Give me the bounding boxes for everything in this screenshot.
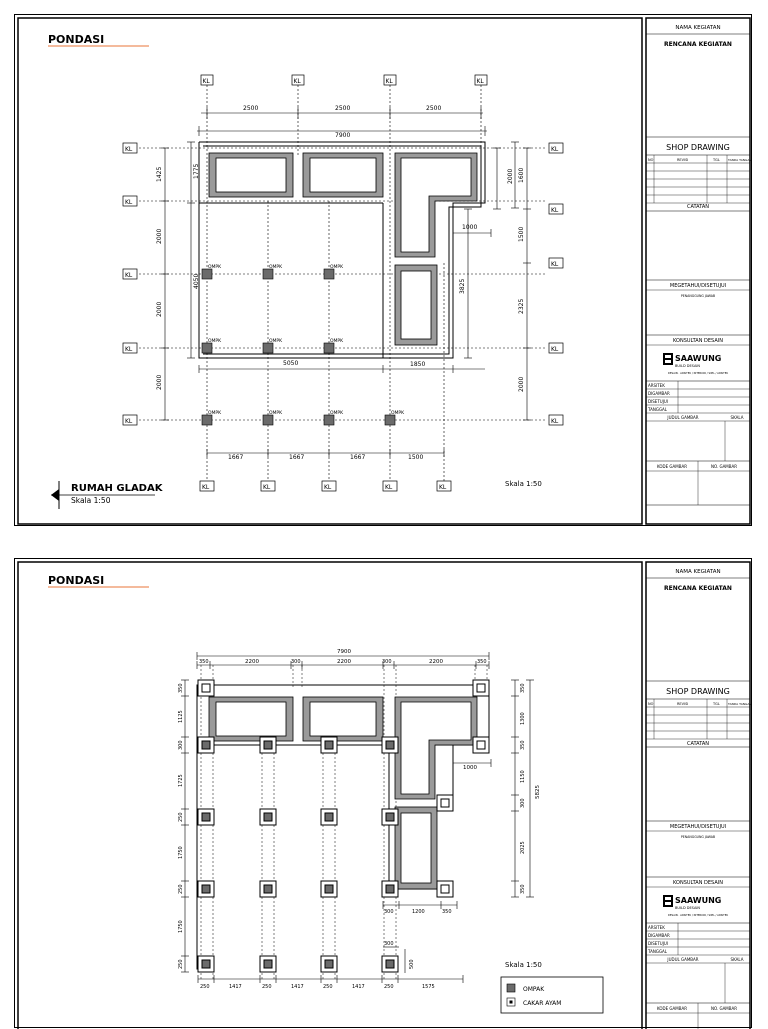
- tb-mengetahui: MEGETAHUI/DISETUJUI: [669, 824, 727, 830]
- grid-tag-label: KL: [125, 272, 133, 279]
- dim-right: 2025: [520, 841, 526, 854]
- tb-shop-drawing: SHOP DRAWING: [666, 143, 730, 152]
- grid-lines: [139, 85, 547, 483]
- dim-top: 350: [477, 659, 487, 665]
- dim-top-3: 2500: [426, 105, 442, 112]
- grid-tag-label: KL: [476, 78, 484, 85]
- scale-note: Skala 1:50: [505, 480, 542, 488]
- ompak-label: OMPK: [330, 265, 344, 270]
- dim-left: 1750: [178, 920, 184, 933]
- logo-tagline: DESAIN · ARSITEK / INTERIOR / SIPIL / ARSITEK: [667, 372, 729, 375]
- dim-bottom: 250: [262, 984, 272, 990]
- grid-tag-label: KL: [125, 418, 133, 425]
- dim-bottom: 1417: [229, 984, 242, 990]
- dim-bottom: 250: [200, 984, 210, 990]
- ompak-footing: [198, 881, 214, 897]
- dim-1000: 1000: [463, 765, 477, 771]
- dim-mid: 350: [442, 909, 452, 915]
- dim-left: 250: [178, 884, 184, 894]
- dim-left-1: 1425: [156, 166, 163, 182]
- grid-tag-label: KL: [125, 146, 133, 153]
- dim-top: 300: [291, 659, 301, 665]
- logo-mark: [663, 353, 673, 365]
- drawing-title: RUMAH GLADAK: [71, 483, 163, 494]
- ompak-footing: [321, 737, 337, 753]
- foundation-plan-1: [15, 15, 753, 527]
- tb-catatan: CATATAN: [686, 741, 710, 747]
- dim-bottom: 250: [323, 984, 333, 990]
- tb-digambar: DIGAMBAR: [648, 391, 670, 396]
- dim-right: 350: [520, 740, 526, 750]
- ompak-label: OMPK: [208, 265, 222, 270]
- dim-left: 1725: [178, 774, 184, 787]
- logo-sub: BUILD DESAIN: [675, 906, 700, 910]
- grid-tag-label: KL: [202, 78, 210, 85]
- grid-tag-label: KL: [551, 261, 559, 268]
- dim-right: 1150: [520, 770, 526, 783]
- tb-col-revisi: REVISI: [677, 702, 689, 706]
- grid-tag-label: KL: [385, 78, 393, 85]
- ompak-label: OMPK: [330, 411, 344, 416]
- grid-tag-label: KL: [439, 484, 447, 491]
- dim-left-4: 2000: [156, 374, 163, 390]
- ompak-label: OMPK: [330, 339, 344, 344]
- tb-mengetahui: MEGETAHUI/DISETUJUI: [669, 283, 727, 289]
- dim-left: 250: [178, 959, 184, 969]
- dim-left: 1750: [178, 846, 184, 859]
- tb-disetujui: DISETUJUI: [648, 399, 668, 404]
- drawing-scale: Skala 1:50: [71, 496, 111, 505]
- ompak-label: OMPK: [208, 339, 222, 344]
- title-block: [646, 18, 750, 524]
- dim-left: 350: [178, 683, 184, 693]
- ompak-label: OMPK: [269, 339, 283, 344]
- dim-3825: 3825: [459, 278, 466, 294]
- legend-label: CAKAR AYAM: [523, 1000, 562, 1007]
- logo-tagline: DESAIN · ARSITEK / INTERIOR / SIPIL / ARSITEK: [667, 914, 729, 917]
- logo: [663, 353, 673, 365]
- tb-disetujui: DISETUJUI: [648, 941, 668, 946]
- tb-rencana-kegiatan: RENCANA KEGIATAN: [664, 585, 732, 592]
- dim-1775: 1775: [193, 163, 200, 179]
- tb-col-no: NO: [648, 702, 654, 706]
- dim-right: 350: [520, 683, 526, 693]
- dim-overall: 7900: [337, 649, 351, 655]
- grid-tag-label: KL: [125, 199, 133, 206]
- cakar-ayam-footing: [437, 881, 453, 897]
- cakar-ayam-footing: [473, 680, 489, 696]
- grid-tag-label: KL: [551, 207, 559, 214]
- dim-top-2: 2500: [335, 105, 351, 112]
- tb-nama-kegiatan: NAMA KEGIATAN: [675, 569, 721, 575]
- tb-arsitek: ARSITEK: [648, 925, 665, 930]
- legend-box: [501, 977, 603, 1013]
- dim-left: 250: [178, 812, 184, 822]
- logo-mark: [663, 895, 673, 907]
- tb-skala: SKALA: [730, 957, 744, 962]
- cakar-ayam-footing: [437, 795, 453, 811]
- tb-col-tgl: TGL: [713, 158, 720, 162]
- dim-right: 300: [520, 798, 526, 808]
- tb-digambar: DIGAMBAR: [648, 933, 670, 938]
- tb-col-revisi: REVISI: [677, 158, 689, 162]
- dim-300: 300: [384, 941, 394, 947]
- tb-kode-gambar: KODE GAMBAR: [657, 464, 687, 469]
- tb-penanggung: PENANGGUNG JAWAB: [680, 835, 716, 839]
- legend-swatch-ompak: [507, 984, 515, 992]
- grid-tag-label: KL: [263, 484, 271, 491]
- grid-tag-label: KL: [551, 346, 559, 353]
- ompak-markers: [202, 269, 395, 425]
- dim-bottom-2: 1667: [289, 454, 305, 461]
- tb-shop-drawing: SHOP DRAWING: [666, 687, 730, 696]
- dim-bottom-4: 1500: [408, 454, 424, 461]
- drawing-sheet-1: [14, 14, 752, 526]
- dim-top: 2200: [245, 659, 259, 665]
- ompak-footing: [260, 881, 276, 897]
- dim-right: 1300: [520, 712, 526, 725]
- grid-tag-label: KL: [324, 484, 332, 491]
- tb-no-gambar: NO. GAMBAR: [710, 1006, 738, 1011]
- ompak-footing: [198, 809, 214, 825]
- tb-col-ttd: TANDA TANGAN: [728, 702, 752, 706]
- ompak-footing: [321, 809, 337, 825]
- tb-col-tgl: TGL: [713, 702, 720, 706]
- grid-tag-label: KL: [551, 418, 559, 425]
- dimension-lines-bottom: [198, 975, 463, 983]
- dim-top: 300: [382, 659, 392, 665]
- dim-mid: 300: [384, 909, 394, 915]
- dim-top: 2200: [337, 659, 351, 665]
- grid-tag-label: KL: [125, 346, 133, 353]
- ompak-footing: [382, 809, 398, 825]
- ompak-footing: [260, 809, 276, 825]
- drawing-sheet-2: [14, 558, 752, 1028]
- ompak-label: OMPK: [269, 265, 283, 270]
- tb-tanggal: TANGGAL: [648, 407, 668, 412]
- logo-sub: BUILD DESAIN: [675, 364, 700, 368]
- dim-bottom: 250: [384, 984, 394, 990]
- grid-tag-label: KL: [385, 484, 393, 491]
- ompak-footing: [260, 737, 276, 753]
- dim-1850: 1850: [410, 361, 426, 368]
- dim-bottom: 1417: [291, 984, 304, 990]
- cakar-ayam-footing: [473, 737, 489, 753]
- dim-mid: 1200: [412, 909, 425, 915]
- ompak-footing: [382, 737, 398, 753]
- dim-left-2: 2000: [156, 228, 163, 244]
- dim-right: 350: [520, 884, 526, 894]
- dim-bottom-1: 1667: [228, 454, 244, 461]
- tb-konsultan: KONSULTAN DESAIN: [673, 880, 723, 886]
- ompak-footing: [321, 881, 337, 897]
- dim-right-2000: 2000: [507, 168, 514, 184]
- ompak-footing: [198, 956, 214, 972]
- room-blocks: [209, 697, 477, 889]
- tb-kode-gambar: KODE GAMBAR: [657, 1006, 687, 1011]
- dim-5825: 5825: [535, 785, 541, 799]
- cakar-ayam-footing: [198, 680, 214, 696]
- foundation-plan-2: [15, 559, 753, 1029]
- tb-nama-kegiatan: NAMA KEGIATAN: [675, 25, 721, 31]
- room-blocks: [209, 153, 477, 345]
- section-title: PONDASI: [48, 574, 105, 587]
- tb-rencana-kegiatan: RENCANA KEGIATAN: [664, 41, 732, 48]
- dim-4050: 4050: [193, 273, 200, 289]
- dim-right-1600: 1600: [518, 167, 525, 183]
- dim-right-2325: 2325: [518, 298, 525, 314]
- ompak-footing: [321, 956, 337, 972]
- tb-judul-gambar: JUDUL GAMBAR: [667, 415, 699, 420]
- ompak-footing: [260, 956, 276, 972]
- section-title: PONDASI: [48, 33, 105, 46]
- ompak-label: OMPK: [269, 411, 283, 416]
- dim-5050: 5050: [283, 360, 299, 367]
- tb-skala: SKALA: [730, 415, 744, 420]
- legend: [501, 977, 603, 1013]
- dim-bottom: 1575: [422, 984, 435, 990]
- dim-top: 2200: [429, 659, 443, 665]
- scale-note: Skala 1:50: [505, 961, 542, 969]
- dim-left: 300: [178, 740, 184, 750]
- dim-left: 1125: [178, 710, 184, 723]
- grid-tag-label: KL: [202, 484, 210, 491]
- tb-judul-gambar: JUDUL GAMBAR: [667, 957, 699, 962]
- dim-top-1: 2500: [243, 105, 259, 112]
- grid-tags-top: [201, 75, 487, 85]
- dim-bottom-3: 1667: [350, 454, 366, 461]
- dim-right-1500: 1500: [518, 226, 525, 242]
- dimension-lines-left: [161, 142, 195, 420]
- legend-label: OMPAK: [523, 986, 545, 993]
- grid-tag-label: KL: [293, 78, 301, 85]
- dim-left-3: 2000: [156, 301, 163, 317]
- tb-penanggung: PENANGGUNG JAWAB: [680, 294, 716, 298]
- dim-right-2000b: 2000: [518, 376, 525, 392]
- ompak-footing: [382, 956, 398, 972]
- ompak-footing: [382, 881, 398, 897]
- dim-overall: 7900: [335, 132, 351, 139]
- dim-bottom: 1417: [352, 984, 365, 990]
- ompak-label: OMPK: [208, 411, 222, 416]
- dim-top: 350: [199, 659, 209, 665]
- tb-no-gambar: NO. GAMBAR: [710, 464, 738, 469]
- tb-col-ttd: TANDA TANGAN: [728, 158, 752, 162]
- tb-arsitek: ARSITEK: [648, 383, 665, 388]
- tb-tanggal: TANGGAL: [648, 949, 668, 954]
- tb-konsultan: KONSULTAN DESAIN: [673, 338, 723, 344]
- grid-tag-label: KL: [551, 146, 559, 153]
- ompak-footing: [198, 737, 214, 753]
- tb-catatan: CATATAN: [686, 204, 710, 210]
- logo: [663, 895, 673, 907]
- grid-tags-bottom: [200, 481, 451, 491]
- logo-text: SAAWUNG: [675, 354, 722, 363]
- logo-text: SAAWUNG: [675, 896, 722, 905]
- dim-500: 500: [409, 959, 415, 969]
- tb-col-no: NO: [648, 158, 654, 162]
- ompak-label: OMPK: [391, 411, 405, 416]
- dim-1000: 1000: [462, 224, 478, 231]
